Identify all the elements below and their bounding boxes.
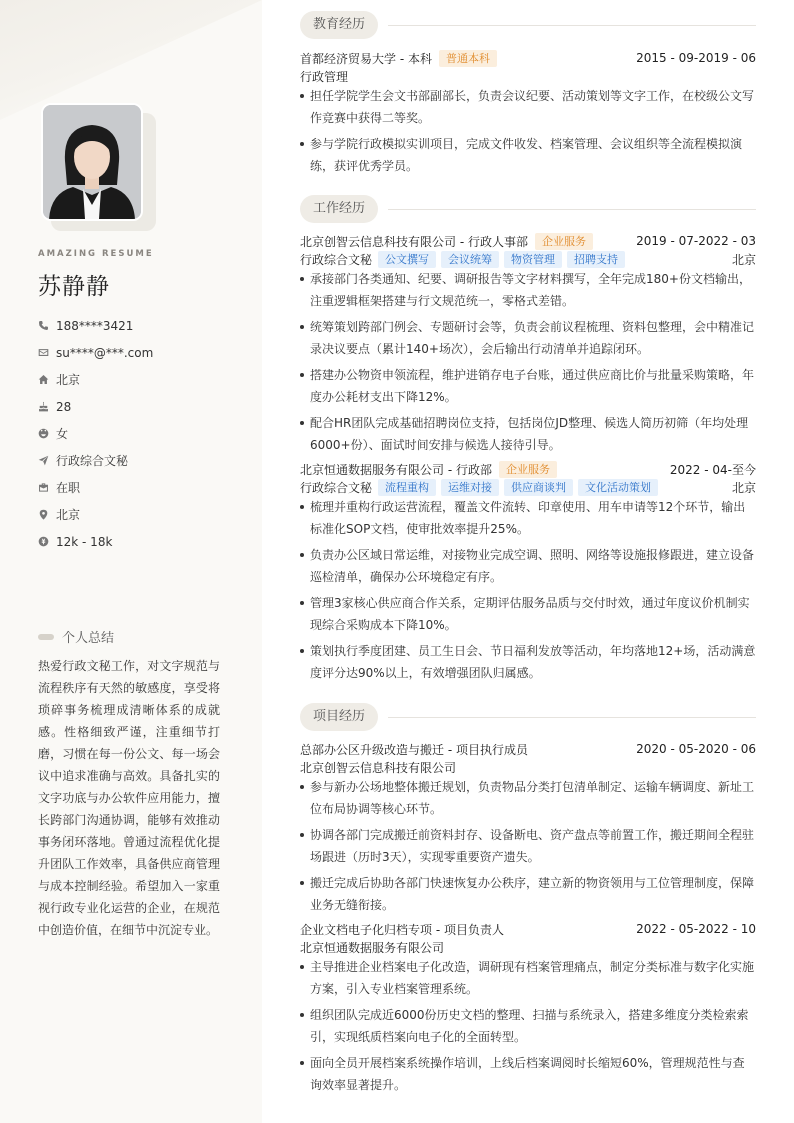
info-item-age (38, 393, 153, 420)
info-item-location (38, 501, 153, 528)
gender-text: 女 (56, 427, 69, 441)
skill-tag: 物资管理 (504, 251, 562, 268)
list-item: 面向全员开展档案系统操作培训，上线后档案调阅时长缩短60%，管理规范性与查询效率显著提升。 (300, 1052, 756, 1096)
project-company-row (300, 938, 756, 956)
section-heading-projects (300, 703, 756, 731)
status-text: 在职 (56, 481, 81, 495)
job-role: 行政综合文秘 (300, 480, 373, 495)
skill-tag: 招聘支持 (567, 251, 625, 268)
job-role: 行政综合文秘 (300, 252, 373, 267)
school-type-tag: 普通本科 (439, 50, 497, 67)
home-icon (38, 374, 56, 385)
list-item: 管理3家核心供应商合作关系，定期评估服务品质与交付时效，通过年度议价机制实现综合采购成本下降10%。 (300, 592, 756, 636)
skill-tag: 运维对接 (441, 479, 499, 496)
section-title: 工作经历 (300, 195, 378, 223)
age-text: 28 (56, 399, 72, 414)
job-date: 2019 - 07-2022 - 03 (636, 234, 756, 248)
info-item-email (38, 339, 153, 366)
heading-accent-bar (38, 634, 54, 640)
education-major-row (300, 67, 756, 85)
list-item: 负责办公区域日常运维，对接物业完成空调、照明、网络等设施报修跟进，建立设备巡检清单，确保办公环境稳定有序。 (300, 544, 756, 588)
school-name: 首都经济贸易大学 - 本科 (300, 51, 432, 66)
skill-tag: 文化活动策划 (578, 479, 658, 496)
summary-heading (38, 627, 114, 646)
person-name: 苏静静 (38, 274, 110, 300)
project-name: 总部办公区升级改造与搬迁 - 项目执行成员 (300, 742, 528, 757)
list-item: 策划执行季度团建、员工生日会、节日福利发放等活动，年均落地12+场，活动满意度评分达90%以上，有效增强团队归属感。 (300, 640, 756, 684)
job-bullets (300, 496, 756, 688)
mail-icon (38, 347, 56, 358)
section-title: 教育经历 (300, 11, 378, 39)
sidebar (0, 0, 262, 1123)
industry-tag: 企业服务 (535, 233, 593, 250)
cake-icon (38, 401, 56, 412)
email-text: su****@***.com (56, 345, 154, 360)
project-bullets (300, 956, 756, 1100)
list-item: 搭建办公物资申领流程，维护进销存电子台账，通过供应商比价与批量采购策略，年度办公耗材支出下降12%。 (300, 364, 756, 408)
job-header-row (300, 232, 756, 250)
info-item-position (38, 447, 153, 474)
job-bullets (300, 268, 756, 460)
job-header-row (300, 460, 756, 478)
list-item: 统筹策划跨部门例会、专题研讨会等，负责会前议程梳理、资料包整理，会中精准记录决议要点（累计140+场次），会后输出行动清单并追踪闭环。 (300, 316, 756, 360)
project-bullets (300, 776, 756, 920)
resume-tagline: AMAZING RESUME (38, 249, 154, 259)
section-divider (388, 25, 756, 26)
hometown-text: 北京 (56, 373, 81, 387)
project-date: 2020 - 05-2020 - 06 (636, 742, 756, 756)
section-heading-education (300, 11, 756, 39)
job-role-row (300, 478, 756, 496)
list-item: 搬迁完成后协助各部门快速恢复办公秩序，建立新的物资领用与工位管理制度，保障业务无缝衔接。 (300, 872, 756, 916)
section-divider (388, 209, 756, 210)
briefcase-icon (38, 482, 56, 493)
contact-info-list (38, 312, 153, 555)
skill-tag: 会议统筹 (441, 251, 499, 268)
section-heading-work (300, 195, 756, 223)
list-item: 协调各部门完成搬迁前资料封存、设备断电、资产盘点等前置工作，搬迁期间全程驻场跟进（历时3天），实现零重要资产遗失。 (300, 824, 756, 868)
project-name: 企业文档电子化归档专项 - 项目负责人 (300, 922, 504, 937)
industry-tag: 企业服务 (499, 461, 557, 478)
position-text: 行政综合文秘 (56, 454, 129, 468)
list-item: 梳理并重构行政运营流程，覆盖文件流转、印章使用、用车申请等12个环节，输出标准化SOP文档，使审批效率提升25%。 (300, 496, 756, 540)
project-company: 北京创智云信息科技有限公司 (300, 760, 457, 775)
salary-icon (38, 536, 56, 547)
info-item-phone (38, 312, 153, 339)
avatar (41, 103, 143, 221)
education-header-row (300, 49, 756, 67)
info-item-status (38, 474, 153, 501)
skill-tag: 公文撰写 (378, 251, 436, 268)
job-company: 北京创智云信息科技有限公司 - 行政人事部 (300, 234, 528, 249)
job-company: 北京恒通数据服务有限公司 - 行政部 (300, 462, 492, 477)
info-item-gender (38, 420, 153, 447)
job-city: 北京 (731, 252, 756, 267)
project-date: 2022 - 05-2022 - 10 (636, 922, 756, 936)
skill-tag: 流程重构 (378, 479, 436, 496)
list-item: 担任学院学生会文书部副部长，负责会议纪要、活动策划等文字工作，在校级公文写作竞赛中获得二等奖。 (300, 85, 756, 129)
summary-title: 个人总结 (62, 631, 115, 646)
list-item: 配合HR团队完成基础招聘岗位支持，包括岗位JD整理、候选人简历初筛（年均处理6000+份）、面试时间安排与候选人接待引导。 (300, 412, 756, 456)
education-bullets (300, 85, 756, 181)
decorative-shape (0, 0, 262, 120)
info-item-salary (38, 528, 153, 555)
job-city: 北京 (731, 480, 756, 495)
gender-icon (38, 428, 56, 439)
phone-text: 188****3421 (56, 318, 134, 333)
job-date: 2022 - 04-至今 (669, 462, 756, 477)
section-divider (388, 717, 756, 718)
skill-tag: 供应商谈判 (504, 479, 573, 496)
location-icon (38, 509, 56, 520)
salary-text: 12k - 18k (56, 534, 113, 549)
info-item-hometown (38, 366, 153, 393)
job-role-row (300, 250, 756, 268)
location-text: 北京 (56, 508, 81, 522)
list-item: 主导推进企业档案电子化改造，调研现有档案管理痛点，制定分类标准与数字化实施方案，引入专业档案管理系统。 (300, 956, 756, 1000)
project-header-row (300, 740, 756, 758)
list-item: 组织团队完成近6000份历史文档的整理、扫描与系统录入，搭建多维度分类检索索引，实现纸质档案向电子化的全面转型。 (300, 1004, 756, 1048)
list-item: 承接部门各类通知、纪要、调研报告等文字材料撰写，全年完成180+份文档输出，注重逻辑框架搭建与行文规范统一，零格式差错。 (300, 268, 756, 312)
profile-photo (41, 103, 156, 231)
major: 行政管理 (300, 69, 349, 84)
summary-text: 热爱行政文秘工作，对文字规范与流程秩序有天然的敏感度，享受将琐碎事务梳理成清晰体系的成就感。性格细致严谨，注重细节打磨，习惯在每一份公文、每一场会议中追求准确与高效。具备扎实的文字功底与办公软件应用能力，擅长跨部门沟通协调，能够有效推动事务闭环落地。曾通过流程优化提升团队工作效率，具备供应商管理与成本控制经验。希望加入一家重视行政专业化运营的企业，在规范中创造价值，在细节中沉淀专业。 (38, 659, 220, 937)
project-header-row (300, 920, 756, 938)
list-item: 参与新办公场地整体搬迁规划，负责物品分类打包清单制定、运输车辆调度、新址工位布局协调等核心环节。 (300, 776, 756, 820)
education-date: 2015 - 09-2019 - 06 (636, 51, 756, 65)
list-item: 参与学院行政模拟实训项目，完成文件收发、档案管理、会议组织等全流程模拟演练，获评优秀学员。 (300, 133, 756, 177)
section-title: 项目经历 (300, 703, 378, 731)
project-company-row (300, 758, 756, 776)
phone-icon (38, 320, 56, 331)
project-company: 北京恒通数据服务有限公司 (300, 940, 445, 955)
send-icon (38, 455, 56, 466)
